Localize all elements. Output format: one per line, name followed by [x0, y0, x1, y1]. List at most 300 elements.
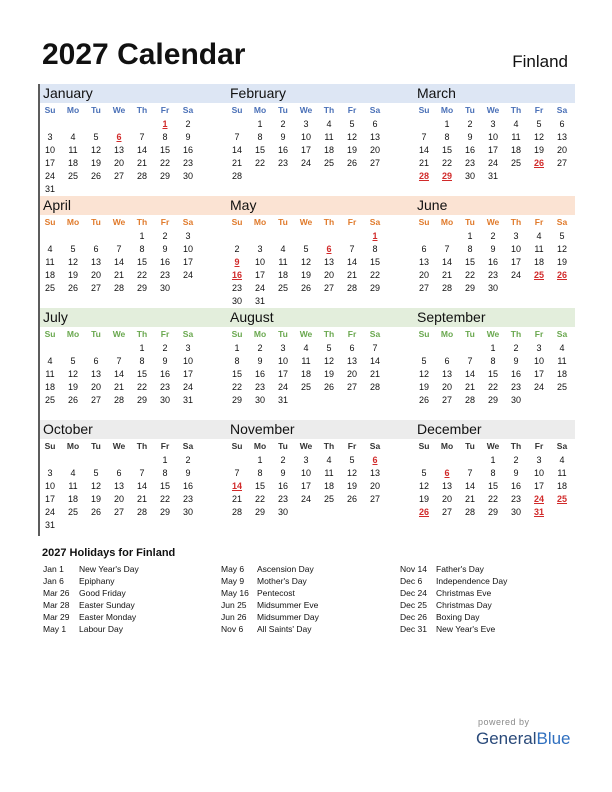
- day-cell[interactable]: 30: [254, 395, 265, 405]
- day-cell[interactable]: 12: [418, 369, 429, 379]
- day-cell[interactable]: 6: [93, 356, 99, 366]
- day-cell[interactable]: 30: [510, 507, 521, 517]
- day-cell[interactable]: 21: [231, 494, 242, 504]
- day-cell[interactable]: 27: [369, 494, 380, 504]
- day-cell[interactable]: 4: [47, 244, 53, 254]
- day-cell[interactable]: 4: [326, 455, 332, 465]
- day-cell[interactable]: 20: [90, 382, 101, 392]
- day-cell[interactable]: 7: [139, 132, 145, 142]
- day-cell[interactable]: 28: [231, 507, 242, 517]
- day-cell[interactable]: 16: [510, 481, 521, 491]
- day-cell[interactable]: 19: [67, 270, 78, 280]
- day-cell[interactable]: 24: [300, 158, 311, 168]
- day-cell[interactable]: 9: [162, 244, 168, 254]
- day-cell[interactable]: 31: [487, 171, 498, 181]
- day-cell[interactable]: 3: [513, 231, 519, 241]
- day-cell[interactable]: 11: [324, 132, 334, 142]
- day-cell[interactable]: 15: [369, 257, 380, 267]
- day-cell[interactable]: 6: [444, 356, 450, 366]
- day-cell[interactable]: 5: [559, 231, 565, 241]
- day-cell[interactable]: 23: [487, 270, 498, 280]
- day-cell[interactable]: 10: [254, 257, 265, 267]
- day-cell[interactable]: 20: [441, 382, 452, 392]
- day-cell[interactable]: 12: [300, 257, 311, 267]
- day-cell[interactable]: 10: [487, 132, 498, 142]
- day-cell[interactable]: 9: [280, 132, 286, 142]
- day-cell[interactable]: 18: [556, 369, 567, 379]
- day-cell[interactable]: 25: [510, 158, 521, 168]
- day-cell[interactable]: 17: [533, 481, 544, 491]
- holiday-day-cell[interactable]: 1: [372, 231, 378, 241]
- day-cell[interactable]: 28: [369, 382, 380, 392]
- day-cell[interactable]: 28: [464, 507, 475, 517]
- day-cell[interactable]: 10: [300, 468, 311, 478]
- day-cell[interactable]: 14: [113, 369, 124, 379]
- day-cell[interactable]: 28: [441, 283, 452, 293]
- day-cell[interactable]: 6: [559, 119, 565, 129]
- holiday-day-cell[interactable]: 25: [533, 270, 544, 280]
- day-cell[interactable]: 8: [162, 132, 168, 142]
- day-cell[interactable]: 12: [418, 481, 429, 491]
- day-cell[interactable]: 3: [185, 343, 191, 353]
- day-cell[interactable]: 16: [182, 145, 193, 155]
- day-cell[interactable]: 1: [490, 343, 496, 353]
- day-cell[interactable]: 21: [136, 494, 147, 504]
- day-cell[interactable]: 14: [231, 145, 242, 155]
- day-cell[interactable]: 7: [234, 132, 240, 142]
- day-cell[interactable]: 8: [490, 356, 496, 366]
- day-cell[interactable]: 10: [277, 356, 288, 366]
- day-cell[interactable]: 26: [346, 158, 357, 168]
- day-cell[interactable]: 2: [234, 244, 240, 254]
- day-cell[interactable]: 15: [464, 257, 475, 267]
- day-cell[interactable]: 1: [139, 343, 145, 353]
- day-cell[interactable]: 4: [70, 132, 76, 142]
- holiday-day-cell[interactable]: 6: [444, 468, 450, 478]
- day-cell[interactable]: 23: [277, 158, 288, 168]
- day-cell[interactable]: 6: [421, 244, 427, 254]
- day-cell[interactable]: 14: [136, 481, 147, 491]
- day-cell[interactable]: 5: [421, 468, 427, 478]
- day-cell[interactable]: 3: [47, 132, 53, 142]
- day-cell[interactable]: 19: [323, 369, 334, 379]
- day-cell[interactable]: 5: [536, 119, 542, 129]
- day-cell[interactable]: 15: [487, 369, 498, 379]
- day-cell[interactable]: 14: [441, 257, 452, 267]
- day-cell[interactable]: 10: [300, 132, 311, 142]
- day-cell[interactable]: 27: [113, 171, 124, 181]
- day-cell[interactable]: 3: [536, 343, 542, 353]
- day-cell[interactable]: 11: [45, 369, 55, 379]
- day-cell[interactable]: 23: [231, 283, 242, 293]
- day-cell[interactable]: 2: [467, 119, 473, 129]
- day-cell[interactable]: 24: [300, 494, 311, 504]
- day-cell[interactable]: 6: [372, 119, 378, 129]
- holiday-day-cell[interactable]: 16: [231, 270, 242, 280]
- day-cell[interactable]: 29: [231, 395, 242, 405]
- day-cell[interactable]: 5: [70, 244, 76, 254]
- brand-logo[interactable]: [476, 729, 571, 749]
- day-cell[interactable]: 13: [369, 468, 380, 478]
- day-cell[interactable]: 19: [533, 145, 544, 155]
- day-cell[interactable]: 25: [44, 395, 55, 405]
- day-cell[interactable]: 29: [487, 507, 498, 517]
- day-cell[interactable]: 9: [513, 356, 519, 366]
- day-cell[interactable]: 26: [90, 507, 101, 517]
- day-cell[interactable]: 6: [116, 468, 122, 478]
- day-cell[interactable]: 12: [90, 481, 101, 491]
- day-cell[interactable]: 24: [44, 171, 55, 181]
- day-cell[interactable]: 8: [490, 468, 496, 478]
- day-cell[interactable]: 3: [47, 468, 53, 478]
- holiday-day-cell[interactable]: 26: [556, 270, 567, 280]
- day-cell[interactable]: 24: [510, 270, 521, 280]
- day-cell[interactable]: 2: [162, 343, 168, 353]
- day-cell[interactable]: 8: [234, 356, 240, 366]
- day-cell[interactable]: 11: [45, 257, 55, 267]
- day-cell[interactable]: 19: [556, 257, 567, 267]
- day-cell[interactable]: 12: [90, 145, 101, 155]
- day-cell[interactable]: 4: [303, 343, 309, 353]
- day-cell[interactable]: 12: [346, 468, 357, 478]
- day-cell[interactable]: 2: [490, 231, 496, 241]
- day-cell[interactable]: 21: [231, 158, 242, 168]
- day-cell[interactable]: 28: [464, 395, 475, 405]
- day-cell[interactable]: 22: [487, 494, 498, 504]
- day-cell[interactable]: 3: [536, 455, 542, 465]
- day-cell[interactable]: 2: [185, 455, 191, 465]
- day-cell[interactable]: 18: [277, 270, 288, 280]
- day-cell[interactable]: 10: [510, 244, 521, 254]
- day-cell[interactable]: 21: [346, 270, 357, 280]
- day-cell[interactable]: 22: [487, 382, 498, 392]
- day-cell[interactable]: 13: [90, 257, 101, 267]
- day-cell[interactable]: 13: [113, 145, 124, 155]
- day-cell[interactable]: 17: [182, 257, 193, 267]
- day-cell[interactable]: 23: [510, 382, 521, 392]
- day-cell[interactable]: 28: [113, 395, 124, 405]
- day-cell[interactable]: 27: [418, 283, 429, 293]
- day-cell[interactable]: 18: [510, 145, 521, 155]
- day-cell[interactable]: 18: [67, 158, 78, 168]
- day-cell[interactable]: 11: [557, 356, 567, 366]
- day-cell[interactable]: 4: [536, 231, 542, 241]
- day-cell[interactable]: 31: [182, 395, 193, 405]
- day-cell[interactable]: 4: [559, 455, 565, 465]
- day-cell[interactable]: 1: [257, 119, 263, 129]
- day-cell[interactable]: 16: [487, 257, 498, 267]
- day-cell[interactable]: 16: [277, 145, 288, 155]
- day-cell[interactable]: 29: [487, 395, 498, 405]
- day-cell[interactable]: 3: [185, 231, 191, 241]
- day-cell[interactable]: 10: [182, 356, 193, 366]
- day-cell[interactable]: 3: [280, 343, 286, 353]
- holiday-day-cell[interactable]: 24: [533, 494, 544, 504]
- day-cell[interactable]: 30: [464, 171, 475, 181]
- day-cell[interactable]: 11: [68, 481, 78, 491]
- day-cell[interactable]: 16: [159, 257, 170, 267]
- day-cell[interactable]: 21: [136, 158, 147, 168]
- day-cell[interactable]: 18: [533, 257, 544, 267]
- day-cell[interactable]: 19: [346, 481, 357, 491]
- day-cell[interactable]: 2: [513, 455, 519, 465]
- day-cell[interactable]: 16: [277, 481, 288, 491]
- day-cell[interactable]: 13: [369, 132, 380, 142]
- day-cell[interactable]: 12: [556, 244, 567, 254]
- day-cell[interactable]: 10: [182, 244, 193, 254]
- day-cell[interactable]: 25: [44, 283, 55, 293]
- day-cell[interactable]: 30: [182, 507, 193, 517]
- day-cell[interactable]: 11: [557, 468, 567, 478]
- day-cell[interactable]: 21: [441, 270, 452, 280]
- day-cell[interactable]: 20: [113, 494, 124, 504]
- day-cell[interactable]: 9: [257, 356, 263, 366]
- day-cell[interactable]: 2: [280, 455, 286, 465]
- day-cell[interactable]: 13: [418, 257, 429, 267]
- day-cell[interactable]: 4: [280, 244, 286, 254]
- day-cell[interactable]: 5: [93, 132, 99, 142]
- day-cell[interactable]: 24: [254, 283, 265, 293]
- day-cell[interactable]: 17: [300, 145, 311, 155]
- day-cell[interactable]: 23: [254, 382, 265, 392]
- day-cell[interactable]: 22: [136, 270, 147, 280]
- day-cell[interactable]: 11: [301, 356, 311, 366]
- day-cell[interactable]: 29: [159, 171, 170, 181]
- day-cell[interactable]: 25: [556, 382, 567, 392]
- day-cell[interactable]: 27: [369, 158, 380, 168]
- day-cell[interactable]: 14: [346, 257, 357, 267]
- day-cell[interactable]: 30: [510, 395, 521, 405]
- day-cell[interactable]: 1: [162, 455, 168, 465]
- holiday-day-cell[interactable]: 1: [162, 119, 168, 129]
- day-cell[interactable]: 14: [369, 356, 380, 366]
- day-cell[interactable]: 12: [67, 369, 78, 379]
- day-cell[interactable]: 8: [257, 468, 263, 478]
- day-cell[interactable]: 29: [369, 283, 380, 293]
- day-cell[interactable]: 30: [231, 296, 242, 306]
- day-cell[interactable]: 5: [349, 119, 355, 129]
- day-cell[interactable]: 7: [467, 468, 473, 478]
- day-cell[interactable]: 25: [67, 507, 78, 517]
- day-cell[interactable]: 7: [421, 132, 427, 142]
- day-cell[interactable]: 25: [67, 171, 78, 181]
- day-cell[interactable]: 1: [257, 455, 263, 465]
- day-cell[interactable]: 20: [441, 494, 452, 504]
- day-cell[interactable]: 20: [113, 158, 124, 168]
- day-cell[interactable]: 1: [234, 343, 240, 353]
- day-cell[interactable]: 11: [278, 257, 288, 267]
- holiday-day-cell[interactable]: 26: [418, 507, 429, 517]
- day-cell[interactable]: 27: [441, 395, 452, 405]
- day-cell[interactable]: 15: [441, 145, 452, 155]
- day-cell[interactable]: 17: [510, 257, 521, 267]
- day-cell[interactable]: 20: [323, 270, 334, 280]
- day-cell[interactable]: 21: [464, 494, 475, 504]
- day-cell[interactable]: 9: [162, 356, 168, 366]
- day-cell[interactable]: 4: [326, 119, 332, 129]
- day-cell[interactable]: 10: [44, 145, 55, 155]
- day-cell[interactable]: 17: [300, 481, 311, 491]
- day-cell[interactable]: 28: [136, 507, 147, 517]
- day-cell[interactable]: 7: [349, 244, 355, 254]
- day-cell[interactable]: 29: [136, 283, 147, 293]
- day-cell[interactable]: 15: [136, 369, 147, 379]
- day-cell[interactable]: 15: [487, 481, 498, 491]
- day-cell[interactable]: 5: [326, 343, 332, 353]
- day-cell[interactable]: 17: [44, 158, 55, 168]
- day-cell[interactable]: 24: [182, 382, 193, 392]
- day-cell[interactable]: 18: [323, 481, 334, 491]
- holiday-day-cell[interactable]: 29: [441, 171, 452, 181]
- day-cell[interactable]: 9: [280, 468, 286, 478]
- day-cell[interactable]: 31: [254, 296, 265, 306]
- day-cell[interactable]: 26: [67, 283, 78, 293]
- day-cell[interactable]: 27: [556, 158, 567, 168]
- day-cell[interactable]: 23: [159, 270, 170, 280]
- day-cell[interactable]: 24: [533, 382, 544, 392]
- day-cell[interactable]: 24: [487, 158, 498, 168]
- holiday-day-cell[interactable]: 6: [372, 455, 378, 465]
- day-cell[interactable]: 2: [185, 119, 191, 129]
- day-cell[interactable]: 20: [556, 145, 567, 155]
- day-cell[interactable]: 9: [490, 244, 496, 254]
- day-cell[interactable]: 8: [257, 132, 263, 142]
- day-cell[interactable]: 21: [369, 369, 380, 379]
- day-cell[interactable]: 29: [136, 395, 147, 405]
- day-cell[interactable]: 16: [464, 145, 475, 155]
- holiday-day-cell[interactable]: 31: [533, 507, 544, 517]
- day-cell[interactable]: 22: [159, 158, 170, 168]
- day-cell[interactable]: 6: [93, 244, 99, 254]
- day-cell[interactable]: 24: [277, 382, 288, 392]
- day-cell[interactable]: 10: [44, 481, 55, 491]
- day-cell[interactable]: 13: [113, 481, 124, 491]
- day-cell[interactable]: 29: [464, 283, 475, 293]
- day-cell[interactable]: 22: [441, 158, 452, 168]
- day-cell[interactable]: 28: [231, 171, 242, 181]
- day-cell[interactable]: 13: [441, 481, 452, 491]
- holiday-day-cell[interactable]: 26: [533, 158, 544, 168]
- day-cell[interactable]: 25: [323, 494, 334, 504]
- day-cell[interactable]: 11: [324, 468, 334, 478]
- day-cell[interactable]: 14: [418, 145, 429, 155]
- day-cell[interactable]: 6: [349, 343, 355, 353]
- day-cell[interactable]: 25: [300, 382, 311, 392]
- day-cell[interactable]: 22: [464, 270, 475, 280]
- holiday-day-cell[interactable]: 28: [418, 171, 429, 181]
- day-cell[interactable]: 16: [159, 369, 170, 379]
- day-cell[interactable]: 7: [139, 468, 145, 478]
- day-cell[interactable]: 11: [511, 132, 521, 142]
- day-cell[interactable]: 22: [136, 382, 147, 392]
- day-cell[interactable]: 12: [533, 132, 544, 142]
- day-cell[interactable]: 9: [513, 468, 519, 478]
- day-cell[interactable]: 21: [113, 270, 124, 280]
- day-cell[interactable]: 30: [487, 283, 498, 293]
- day-cell[interactable]: 22: [254, 494, 265, 504]
- day-cell[interactable]: 25: [277, 283, 288, 293]
- day-cell[interactable]: 31: [44, 520, 55, 530]
- day-cell[interactable]: 5: [349, 455, 355, 465]
- day-cell[interactable]: 7: [372, 343, 378, 353]
- day-cell[interactable]: 29: [159, 507, 170, 517]
- day-cell[interactable]: 15: [231, 369, 242, 379]
- day-cell[interactable]: 15: [254, 145, 265, 155]
- day-cell[interactable]: 28: [346, 283, 357, 293]
- holiday-day-cell[interactable]: 6: [326, 244, 332, 254]
- day-cell[interactable]: 7: [116, 356, 122, 366]
- holiday-day-cell[interactable]: 25: [556, 494, 567, 504]
- day-cell[interactable]: 3: [490, 119, 496, 129]
- day-cell[interactable]: 18: [44, 382, 55, 392]
- holiday-day-cell[interactable]: 6: [116, 132, 122, 142]
- day-cell[interactable]: 9: [467, 132, 473, 142]
- day-cell[interactable]: 16: [510, 369, 521, 379]
- day-cell[interactable]: 2: [162, 231, 168, 241]
- day-cell[interactable]: 5: [421, 356, 427, 366]
- day-cell[interactable]: 7: [444, 244, 450, 254]
- day-cell[interactable]: 23: [277, 494, 288, 504]
- day-cell[interactable]: 11: [68, 145, 78, 155]
- day-cell[interactable]: 26: [323, 382, 334, 392]
- day-cell[interactable]: 18: [67, 494, 78, 504]
- day-cell[interactable]: 5: [70, 356, 76, 366]
- day-cell[interactable]: 1: [467, 231, 473, 241]
- day-cell[interactable]: 7: [467, 356, 473, 366]
- day-cell[interactable]: 14: [113, 257, 124, 267]
- day-cell[interactable]: 4: [47, 356, 53, 366]
- day-cell[interactable]: 20: [90, 270, 101, 280]
- day-cell[interactable]: 5: [93, 468, 99, 478]
- day-cell[interactable]: 5: [303, 244, 309, 254]
- day-cell[interactable]: 23: [159, 382, 170, 392]
- day-cell[interactable]: 7: [234, 468, 240, 478]
- day-cell[interactable]: 19: [90, 158, 101, 168]
- day-cell[interactable]: 16: [182, 481, 193, 491]
- day-cell[interactable]: 18: [300, 369, 311, 379]
- day-cell[interactable]: 16: [254, 369, 265, 379]
- day-cell[interactable]: 12: [323, 356, 334, 366]
- day-cell[interactable]: 17: [44, 494, 55, 504]
- day-cell[interactable]: 3: [303, 119, 309, 129]
- day-cell[interactable]: 8: [139, 244, 145, 254]
- day-cell[interactable]: 1: [490, 455, 496, 465]
- day-cell[interactable]: 27: [90, 283, 101, 293]
- day-cell[interactable]: 12: [346, 132, 357, 142]
- day-cell[interactable]: 27: [441, 507, 452, 517]
- day-cell[interactable]: 2: [280, 119, 286, 129]
- day-cell[interactable]: 8: [444, 132, 450, 142]
- day-cell[interactable]: 26: [418, 395, 429, 405]
- day-cell[interactable]: 20: [418, 270, 429, 280]
- day-cell[interactable]: 19: [67, 382, 78, 392]
- day-cell[interactable]: 26: [90, 171, 101, 181]
- day-cell[interactable]: 15: [159, 145, 170, 155]
- day-cell[interactable]: 10: [533, 468, 544, 478]
- day-cell[interactable]: 9: [185, 132, 191, 142]
- day-cell[interactable]: 24: [44, 507, 55, 517]
- day-cell[interactable]: 26: [300, 283, 311, 293]
- day-cell[interactable]: 25: [323, 158, 334, 168]
- day-cell[interactable]: 2: [257, 343, 263, 353]
- day-cell[interactable]: 22: [231, 382, 242, 392]
- day-cell[interactable]: 20: [369, 481, 380, 491]
- day-cell[interactable]: 27: [113, 507, 124, 517]
- day-cell[interactable]: 22: [159, 494, 170, 504]
- day-cell[interactable]: 11: [534, 244, 544, 254]
- day-cell[interactable]: 4: [70, 468, 76, 478]
- day-cell[interactable]: 20: [369, 145, 380, 155]
